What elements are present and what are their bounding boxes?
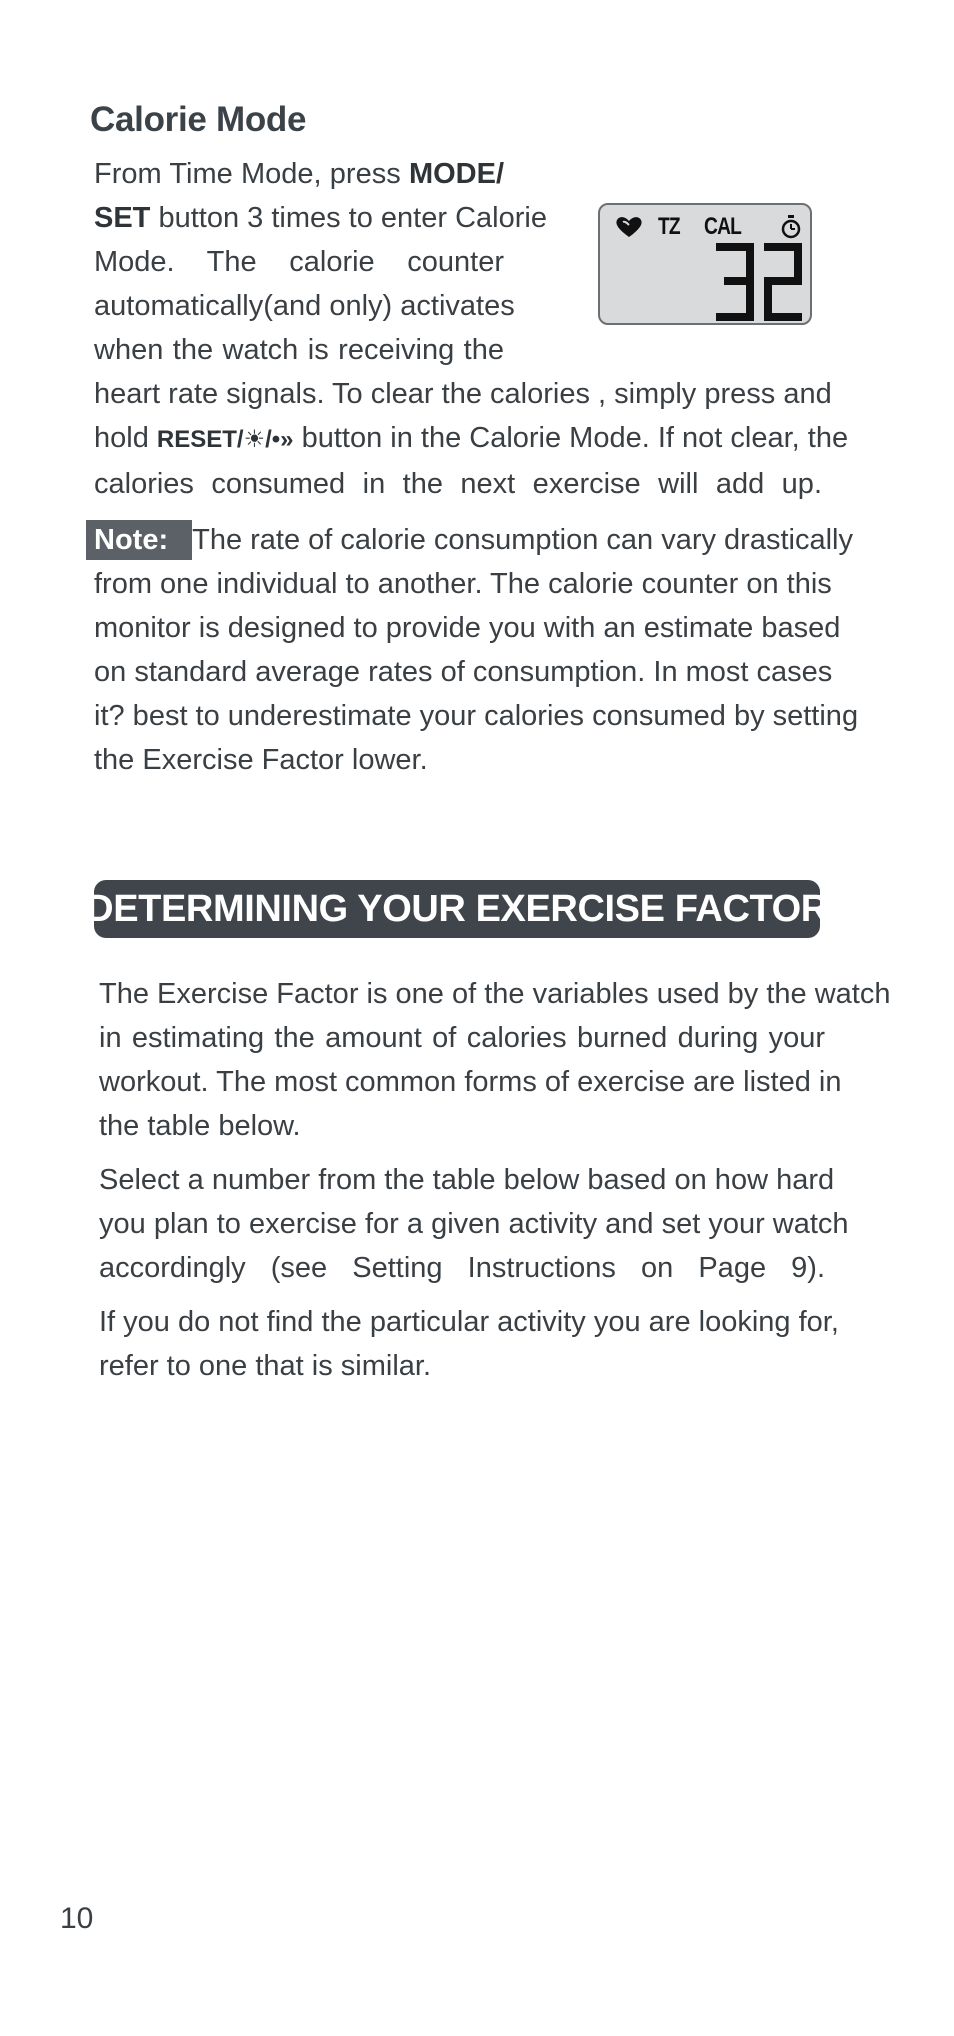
set-button-label: SET xyxy=(94,202,151,234)
text-line xyxy=(94,152,504,196)
text-line xyxy=(94,416,849,462)
text-line: you plan to exercise for a given activity and set your watch xyxy=(99,1208,849,1240)
note-label: Note: xyxy=(86,520,192,560)
text-line: refer to one that is similar. xyxy=(99,1350,432,1382)
exercise-factor-paragraph xyxy=(99,972,891,1148)
lcd-tz-label: TZ xyxy=(658,213,680,240)
text-line: If you do not find the particular activity you are looking for, xyxy=(99,1306,839,1338)
banner-title: DETERMINING YOUR EXERCISE FACTOR xyxy=(86,887,828,930)
text-run: The rate of calorie consumption can vary drastically xyxy=(192,524,853,556)
note-paragraph xyxy=(86,518,859,782)
reset-button-label: RESET/☀/•» xyxy=(156,426,294,453)
text-line: automatically(and only) activates xyxy=(94,290,515,322)
watch-lcd-display xyxy=(598,203,812,325)
text-line: Select a number from the table below based on how hard xyxy=(99,1164,835,1196)
text-line: accordingly (see Setting Instructions on Page 9). xyxy=(99,1252,825,1284)
select-number-paragraph xyxy=(99,1158,849,1290)
text-line: the table below. xyxy=(99,1110,301,1142)
text-run: button 3 times to enter Calorie xyxy=(150,202,547,234)
intro-paragraph-wide xyxy=(94,372,849,506)
text-line: in estimating the amount of calories burned during your xyxy=(99,1022,825,1054)
text-line: the Exercise Factor lower. xyxy=(94,744,428,776)
text-line: heart rate signals. To clear the calories , simply press and xyxy=(94,378,832,410)
text-line: on standard average rates of consumption. In most cases xyxy=(94,656,833,688)
text-run: From Time Mode, press xyxy=(94,158,409,190)
text-line: when the watch is receiving the xyxy=(94,334,504,366)
stopwatch-icon xyxy=(780,215,802,239)
text-line: Mode. The calorie counter xyxy=(94,246,504,278)
lcd-value-digits xyxy=(712,243,806,321)
text-line: The Exercise Factor is one of the variables used by the watch xyxy=(99,978,891,1010)
similar-activity-paragraph xyxy=(99,1300,839,1388)
heart-icon xyxy=(614,215,644,239)
text-line: monitor is designed to provide you with an estimate based xyxy=(94,612,841,644)
text-run: hold xyxy=(94,422,157,454)
text-line: it? best to underestimate your calories consumed by setting xyxy=(94,700,859,732)
text-line: workout. The most common forms of exercise are listed in xyxy=(99,1066,842,1098)
lcd-cal-label: CAL xyxy=(704,213,742,240)
mode-set-button-label: MODE/ xyxy=(408,158,504,190)
text-line xyxy=(94,196,547,240)
text-line xyxy=(86,518,853,562)
text-line: calories consumed in the next exercise will add up. xyxy=(94,468,822,500)
page-number: 10 xyxy=(60,1902,94,1935)
intro-paragraph-narrow xyxy=(94,152,547,372)
text-line: from one individual to another. The calorie counter on this xyxy=(94,568,832,600)
section-banner xyxy=(86,880,828,938)
text-run: button in the Calorie Mode. If not clear, the xyxy=(293,422,849,454)
section-heading-calorie-mode: Calorie Mode xyxy=(90,100,307,139)
